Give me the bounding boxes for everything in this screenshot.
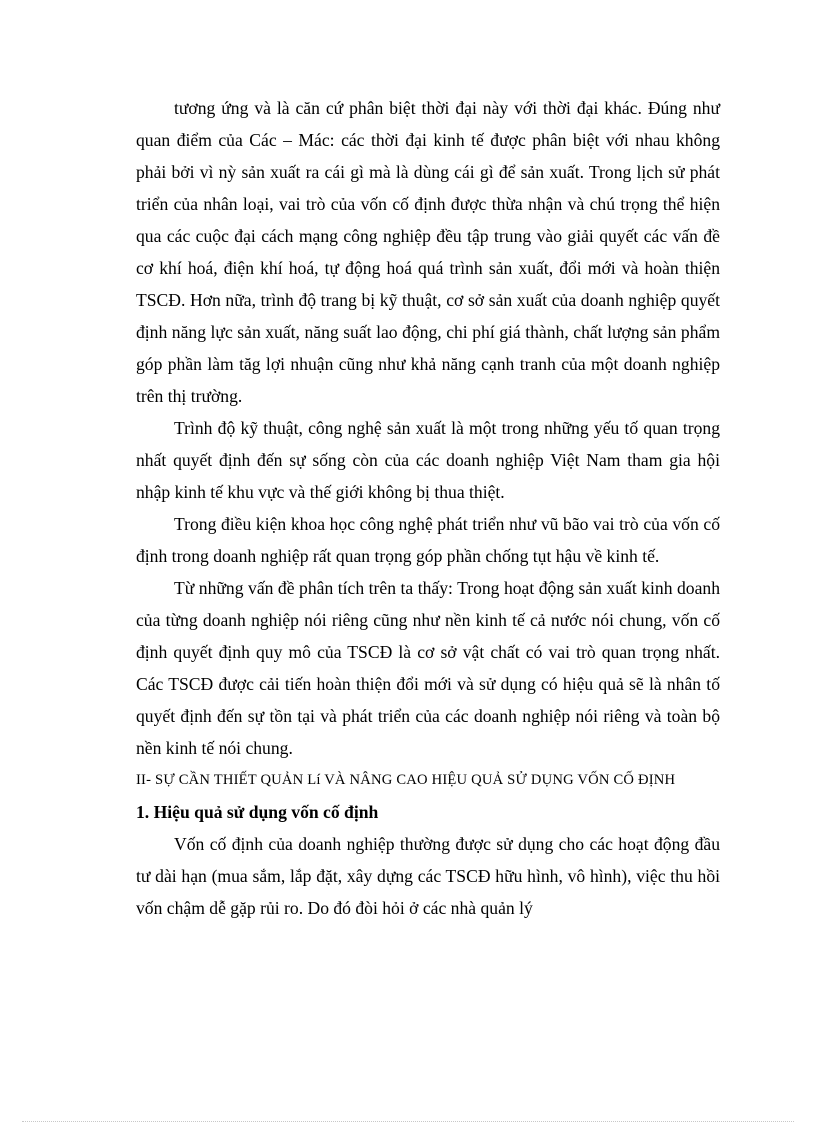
paragraph-science-conditions: Trong điều kiện khoa học công nghệ phát triển như vũ bão vai trò của vốn cố định trong doanh nghiệp rất quan trọng góp phần chống tụt hậu về kinh tế. bbox=[136, 514, 720, 566]
subsection-heading-1: 1. Hiệu quả sử dụng vốn cố định bbox=[136, 802, 379, 822]
page-bottom-rule bbox=[22, 1121, 794, 1122]
paragraph-technology-level: Trình độ kỹ thuật, công nghệ sản xuất là một trong những yếu tố quan trọng nhất quyết định đến sự sống còn của các doanh nghiệp Việt Nam tham gia hội nhập kinh tế khu vực và thế giới không bị thua thiệt. bbox=[136, 418, 720, 502]
section-heading-ii: II- SỰ CẦN THIẾT QUẢN Lí VÀ NÂNG CAO HIỆU QUẢ SỬ DỤNG VỐN CỐ ĐỊNH bbox=[136, 772, 676, 788]
paragraph-fixed-capital-role: tương ứng và là căn cứ phân biệt thời đại này với thời đại khác. Đúng như quan điểm của Các – Mác: các thời đại kinh tế được phân biệt với nhau không phải bởi vì nỳ sản xuất ra cái gì mà là dùng cái gì để sản xuất. Trong lịch sử phát triển của nhân loại, vai trò của vốn cố định được thừa nhận và chú trọng thể hiện qua các cuộc đại cách mạng công nghiệp đều tập trung vào giải quyết các vấn đề cơ khí hoá, điện khí hoá, tự động hoá quá trình sản xuất, đổi mới và hoàn thiện TSCĐ. Hơn nữa, trình độ trang bị kỹ thuật, cơ sở sản xuất của doanh nghiệp quyết định năng lực sản xuất, năng suất lao động, chi phí giá thành, chất lượng sản phẩm góp phần làm tăg lợi nhuận cũng như khả năng cạnh tranh của một doanh nghiệp trên thị trường. bbox=[136, 98, 720, 406]
document-body bbox=[136, 92, 720, 924]
paragraph-analysis-conclusion: Từ những vấn đề phân tích trên ta thấy: Trong hoạt động sản xuất kinh doanh của từng doanh nghiệp nói riêng cũng như nền kinh tế cả nước nói chung, vốn cố định quyết định quy mô của TSCĐ là cơ sở vật chất có vai trò quan trọng nhất. Các TSCĐ được cải tiến hoàn thiện đổi mới và sử dụng có hiệu quả sẽ là nhân tố quyết định đến sự tồn tại và phát triển của các doanh nghiệp nói riêng và toàn bộ nền kinh tế nói chung. bbox=[136, 578, 720, 758]
paragraph-fixed-capital-usage: Vốn cố định của doanh nghiệp thường được sử dụng cho các hoạt động đầu tư dài hạn (mua sắm, lắp đặt, xây dựng các TSCĐ hữu hình, vô hình), việc thu hồi vốn chậm dễ gặp rủi ro. Do đó đòi hỏi ở các nhà quản lý bbox=[136, 834, 720, 918]
